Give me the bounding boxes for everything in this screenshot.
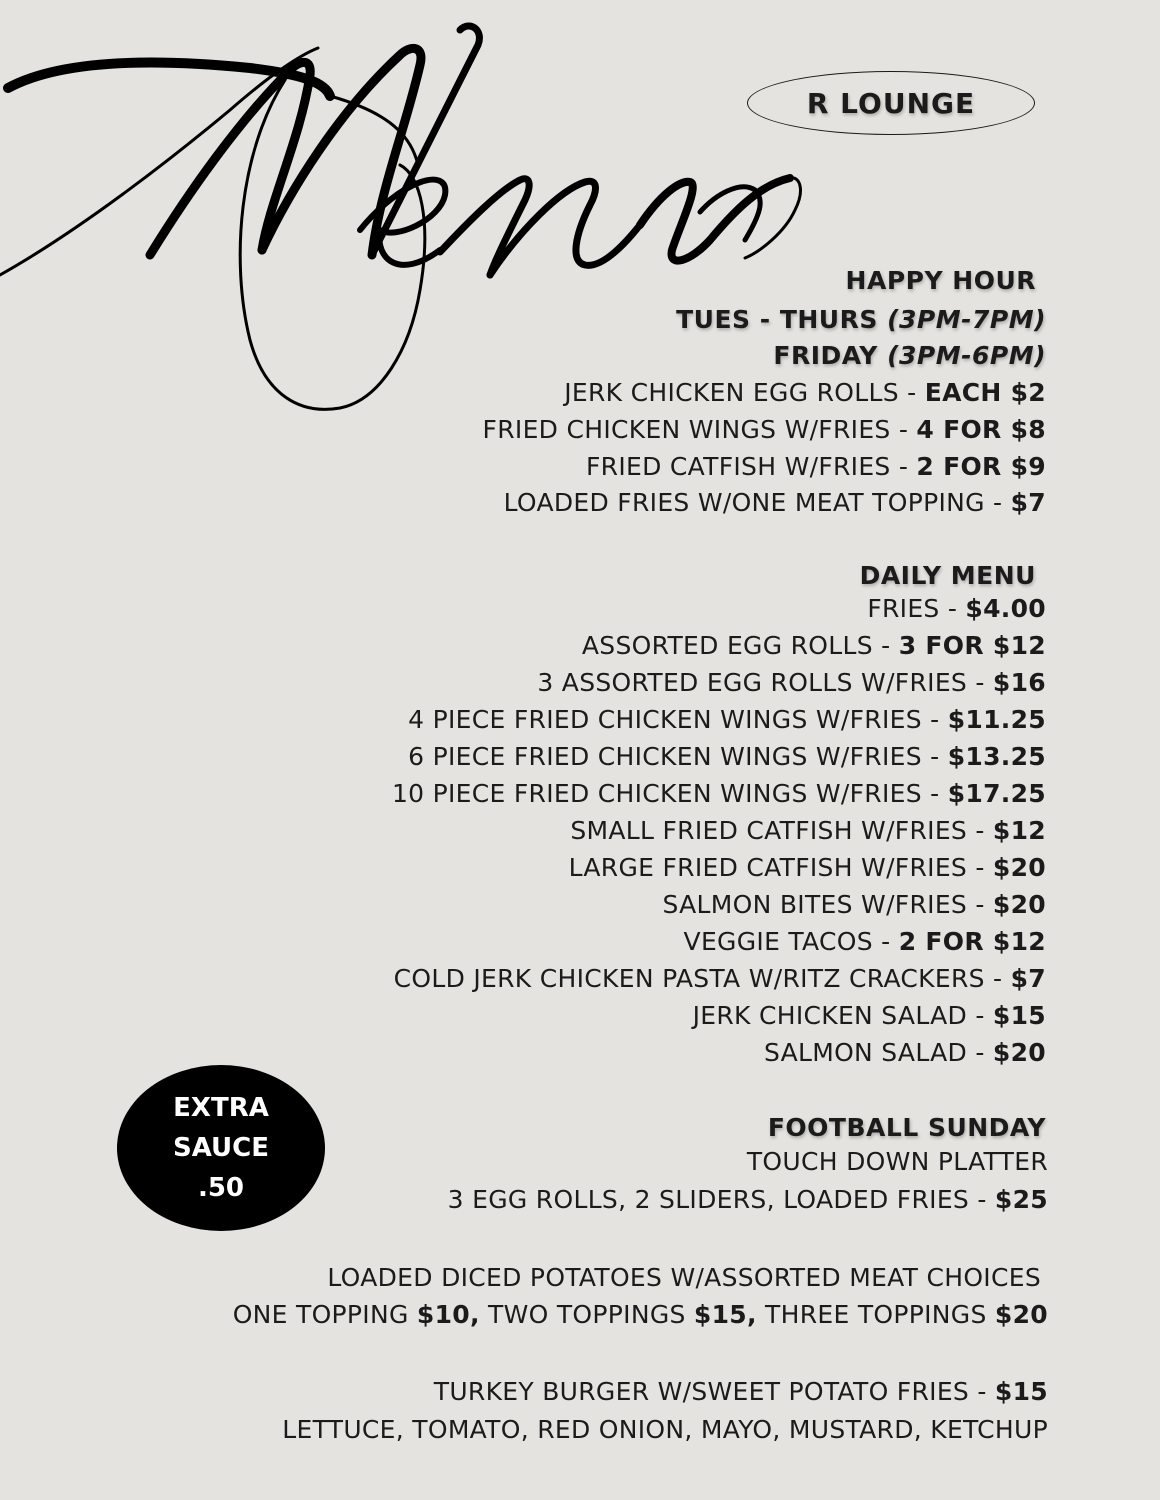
item-name: COLD JERK CHICKEN PASTA W/RITZ CRACKERS -: [393, 964, 1011, 993]
happy-hour-heading: HAPPY HOUR: [845, 266, 1036, 295]
loaded-potatoes-title: LOADED DICED POTATOES W/ASSORTED MEAT CHOICES: [327, 1263, 1041, 1292]
menu-item: [394, 964, 1046, 994]
item-name: SALMON BITES W/FRIES -: [662, 890, 993, 919]
item-name: FRIES -: [867, 594, 966, 623]
menu-item: [504, 488, 1046, 518]
item-name: 3 ASSORTED EGG ROLLS W/FRIES -: [537, 668, 993, 697]
item-name: 6 PIECE FRIED CHICKEN WINGS W/FRIES -: [408, 742, 948, 771]
item-price: $16: [992, 668, 1046, 697]
item-price: $15: [994, 1377, 1048, 1406]
item-name: VEGGIE TACOS -: [683, 927, 899, 956]
menu-item: [570, 816, 1046, 846]
item-name: JERK CHICKEN SALAD -: [692, 1001, 993, 1030]
happy-hour-days-friday: [773, 341, 1046, 371]
menu-item: [693, 1001, 1046, 1031]
item-price: 4 FOR $8: [916, 415, 1046, 444]
menu-script-logo-graphic: [0, 0, 820, 430]
menu-item: [408, 742, 1046, 772]
menu-item: [582, 631, 1046, 661]
item-price: $12: [992, 816, 1046, 845]
extra-sauce-badge: [117, 1065, 325, 1231]
item-name: ASSORTED EGG ROLLS -: [581, 631, 899, 660]
item-price: $11.25: [947, 705, 1046, 734]
menu-item: [483, 415, 1046, 445]
item-price: $13.25: [947, 742, 1046, 771]
item-price: $20: [992, 890, 1046, 919]
item-name: SALMON SALAD -: [763, 1038, 993, 1067]
item-name: TURKEY BURGER W/SWEET POTATO FRIES -: [433, 1377, 995, 1406]
platter-name: TOUCH DOWN PLATTER: [746, 1147, 1048, 1176]
venue-name-badge: R LOUNGE: [747, 71, 1035, 135]
menu-item: [408, 705, 1046, 735]
item-name: 10 PIECE FRIED CHICKEN WINGS W/FRIES -: [391, 779, 948, 808]
platter-description: [448, 1185, 1048, 1215]
item-price: $20: [992, 1038, 1046, 1067]
item-name: 4 PIECE FRIED CHICKEN WINGS W/FRIES -: [408, 705, 948, 734]
item-price: $7: [1010, 964, 1046, 993]
extra-sauce-price: .50: [197, 1173, 245, 1203]
menu-item: [764, 1038, 1046, 1068]
daily-menu-heading: DAILY MENU: [859, 561, 1036, 590]
platter-price: $25: [994, 1185, 1048, 1214]
option-price: $10,: [416, 1300, 480, 1329]
item-price: $7: [1010, 488, 1046, 517]
days-label: FRIDAY: [773, 341, 878, 370]
item-name: LARGE FRIED CATFISH W/FRIES -: [568, 853, 993, 882]
menu-item: [569, 853, 1046, 883]
extra-sauce-line: SAUCE: [172, 1133, 269, 1163]
option-label: TWO TOPPINGS: [479, 1300, 694, 1329]
menu-item: [392, 779, 1046, 809]
menu-item: [537, 668, 1046, 698]
item-name: JERK CHICKEN EGG ROLLS -: [564, 378, 925, 407]
menu-item: [564, 378, 1046, 408]
option-label: ONE TOPPING: [232, 1300, 417, 1329]
extra-sauce-line: EXTRA: [173, 1093, 269, 1123]
item-price: EACH $2: [924, 378, 1046, 407]
option-price: $20: [994, 1300, 1048, 1329]
item-price: $15: [992, 1001, 1046, 1030]
item-price: $4.00: [965, 594, 1046, 623]
item-price: 3 FOR $12: [898, 631, 1046, 660]
item-price: $20: [992, 853, 1046, 882]
item-price: 2 FOR $9: [916, 452, 1046, 481]
menu-item: [684, 927, 1046, 957]
item-name: SMALL FRIED CATFISH W/FRIES -: [570, 816, 993, 845]
days-time: (3PM-7PM): [887, 305, 1046, 334]
turkey-burger-toppings: LETTUCE, TOMATO, RED ONION, MAYO, MUSTARD, KETCHUP: [282, 1415, 1048, 1444]
days-label: TUES - THURS: [676, 305, 878, 334]
item-price: 2 FOR $12: [898, 927, 1046, 956]
option-price: $15,: [693, 1300, 757, 1329]
option-label: THREE TOPPINGS: [756, 1300, 995, 1329]
football-sunday-heading: FOOTBALL SUNDAY: [767, 1113, 1046, 1142]
turkey-burger-item: [434, 1377, 1048, 1407]
item-name: FRIED CATFISH W/FRIES -: [586, 452, 917, 481]
days-time: (3PM-6PM): [887, 341, 1046, 370]
loaded-potatoes-options: [233, 1300, 1048, 1330]
menu-item: [586, 452, 1046, 482]
item-price: $17.25: [947, 779, 1046, 808]
item-name: FRIED CHICKEN WINGS W/FRIES -: [482, 415, 917, 444]
item-name: LOADED FRIES W/ONE MEAT TOPPING -: [503, 488, 1011, 517]
menu-script-logo: [0, 0, 820, 430]
happy-hour-days-tues-thurs: [676, 305, 1046, 335]
menu-item: [662, 890, 1046, 920]
platter-items: 3 EGG ROLLS, 2 SLIDERS, LOADED FRIES -: [447, 1185, 995, 1214]
menu-item: [867, 594, 1046, 624]
